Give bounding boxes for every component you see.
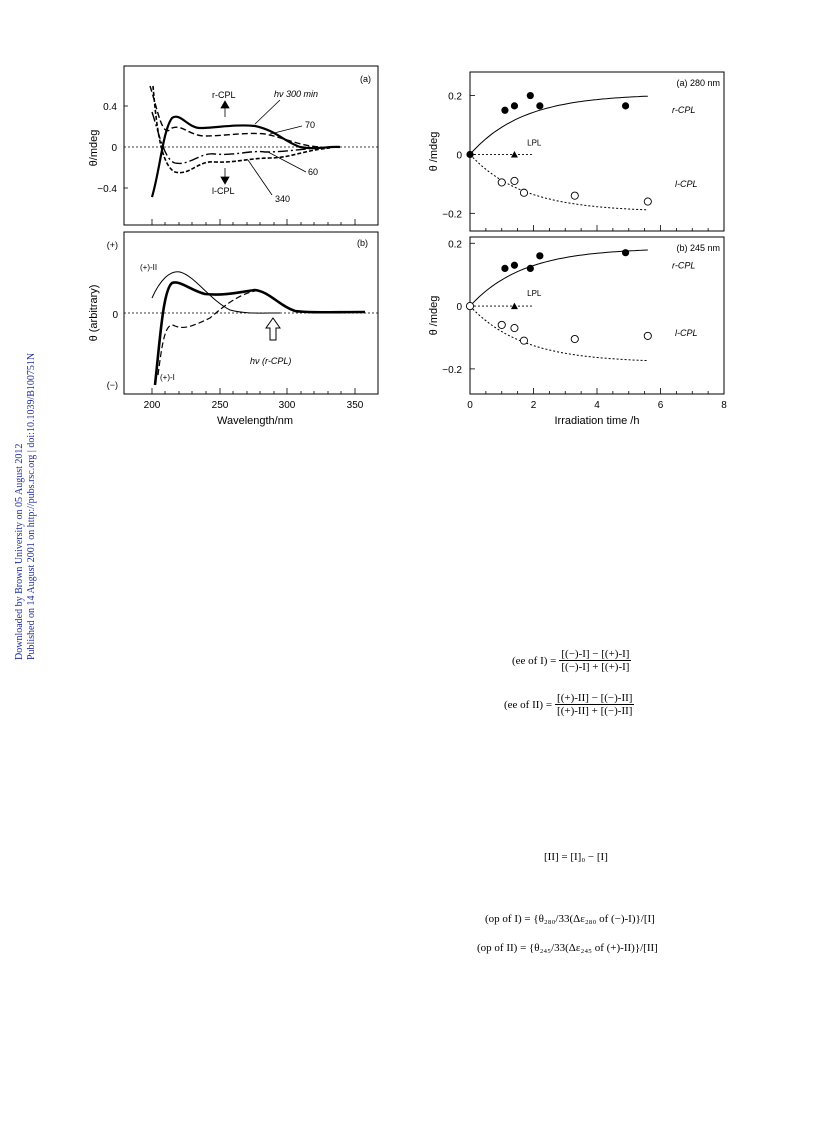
equation-ee-I bbox=[512, 648, 631, 673]
annot-70: 70 bbox=[305, 120, 316, 130]
chart1-point-lcpl bbox=[511, 324, 518, 331]
chart0-point-lcpl bbox=[511, 177, 518, 184]
chart0-point-lcpl bbox=[520, 189, 527, 196]
chart1-ylabel: θ /mdeg bbox=[428, 295, 440, 336]
watermark-line-2: Published on 14 August 2001 on http://pubs.rsc.org | doi:10.1039/B100751N bbox=[26, 352, 37, 660]
panel-a-ytick-1: 0.4 bbox=[103, 102, 117, 113]
watermark-line-1: Downloaded by Brown University on 05 August 2012 bbox=[14, 443, 25, 660]
xtick-250: 250 bbox=[211, 400, 229, 411]
chart0-label-lcpl: l-CPL bbox=[675, 178, 698, 189]
chart1-point-lcpl bbox=[644, 332, 651, 339]
chart0-point-lcpl bbox=[571, 192, 578, 199]
chart0-label-rcpl: r-CPL bbox=[672, 105, 696, 116]
chart1-fit-rcpl bbox=[470, 250, 648, 306]
panel-a-label: (a) bbox=[360, 74, 371, 84]
xtick-350: 350 bbox=[346, 400, 364, 411]
chart0-point-rcpl bbox=[501, 107, 508, 114]
chart0-title: (a) 280 nm bbox=[676, 78, 720, 88]
chart1-ytick-0: 0.2 bbox=[448, 239, 462, 251]
chart0-point-rcpl bbox=[511, 102, 518, 109]
chart1-xtick-0: 0 bbox=[467, 400, 473, 411]
ee-II-numerator: [(+)-II] − [(−)-II] bbox=[557, 692, 633, 704]
panel-a-ytick-3: −0.4 bbox=[97, 184, 117, 195]
panel-b-label: (b) bbox=[357, 238, 368, 248]
chart0-point-lcpl bbox=[498, 179, 505, 186]
chart1-point-rcpl bbox=[511, 262, 518, 269]
panel-b-ylabel: θ (arbitrary) bbox=[88, 284, 100, 342]
panel-a-ylabel: θ/mdeg bbox=[88, 129, 100, 167]
annot-hv-300: hν 300 min bbox=[274, 89, 319, 99]
annot-II: (+)-II bbox=[140, 263, 158, 272]
chart1-point-rcpl bbox=[527, 265, 534, 272]
chart1-xtick-1: 2 bbox=[530, 400, 537, 411]
chart1-ytick-2: −0.2 bbox=[442, 364, 462, 376]
chart0-fit-rcpl bbox=[470, 96, 648, 154]
equation-ee-II bbox=[504, 692, 634, 717]
chart1-point-rcpl bbox=[536, 252, 543, 259]
equation-op-I: (op of I) = {θ₂₈₀/33(Δε₂₈₀ of (−)-I)}/[I] bbox=[485, 913, 655, 925]
panel-b-ytick-2: 0 bbox=[112, 310, 118, 321]
chart1-point-lcpl bbox=[571, 335, 578, 342]
annot-lcpl-a: l-CPL bbox=[212, 186, 235, 196]
chart0-ylabel: θ /mdeg bbox=[428, 131, 440, 172]
chart0-point-rcpl bbox=[466, 151, 473, 158]
chart0-label-lpl: LPL bbox=[527, 138, 542, 148]
chart1-title: (b) 245 nm bbox=[676, 243, 720, 253]
panel-b-ytick-3: (−) bbox=[106, 380, 118, 390]
ee-I-lhs: (ee of I) = bbox=[512, 654, 557, 667]
xtick-200: 200 bbox=[143, 400, 161, 411]
chart1-xtick-3: 6 bbox=[657, 400, 664, 411]
chart1-label-rcpl: r-CPL bbox=[672, 260, 696, 271]
annot-I: (+)-I bbox=[160, 373, 175, 382]
chart1-xtick-4: 8 bbox=[721, 400, 727, 411]
chart1-point-lcpl bbox=[520, 337, 527, 344]
panel-b-xlabel: Wavelength/nm bbox=[216, 415, 294, 427]
equation-op-II: (op of II) = {θ₂₄₅/33(Δε₂₄₅ of (+)-II)}/[II] bbox=[477, 942, 658, 954]
chart1-point-rcpl bbox=[622, 249, 629, 256]
chart0-ytick-1: 0 bbox=[456, 150, 462, 162]
equation-mass-balance: [II] = [I]₀ − [I] bbox=[544, 851, 608, 863]
chart1-fit-lcpl bbox=[470, 306, 648, 361]
annot-rcpl-a: r-CPL bbox=[212, 90, 236, 100]
ee-I-numerator: [(−)-I] − [(+)-I] bbox=[561, 648, 630, 660]
chart1-label-lcpl: l-CPL bbox=[675, 327, 698, 338]
annot-hv-rcpl: hν (r-CPL) bbox=[250, 356, 292, 366]
chart1-point-lcpl bbox=[466, 302, 473, 309]
panel-b-ytick-1: (+) bbox=[106, 240, 118, 250]
chart0-point-rcpl bbox=[622, 102, 629, 109]
chart0-point-rcpl bbox=[527, 92, 534, 99]
chart1-ytick-1: 0 bbox=[456, 302, 462, 314]
chart1-xtick-2: 4 bbox=[594, 400, 600, 411]
annot-340: 340 bbox=[275, 194, 291, 204]
chart0-point-rcpl bbox=[536, 102, 543, 109]
xtick-300: 300 bbox=[278, 400, 296, 411]
chart0-fit-lcpl bbox=[470, 154, 648, 210]
chart0-ytick-2: −0.2 bbox=[442, 209, 462, 221]
chart0-ytick-0: 0.2 bbox=[448, 91, 462, 103]
ee-I-denominator: [(−)-I] + [(+)-I] bbox=[561, 661, 630, 673]
panel-a-ytick-2: 0 bbox=[111, 143, 117, 154]
ee-II-denominator: [(+)-II] + [(−)-II] bbox=[557, 705, 633, 717]
chart1-point-rcpl bbox=[501, 265, 508, 272]
annot-60: 60 bbox=[308, 167, 319, 177]
chart1-xlabel: Irradiation time /h bbox=[554, 415, 640, 427]
chart1-point-lcpl bbox=[498, 321, 505, 328]
chart0-point-lcpl bbox=[644, 198, 651, 205]
chart1-label-lpl: LPL bbox=[527, 289, 542, 299]
ee-II-lhs: (ee of II) = bbox=[504, 698, 553, 711]
